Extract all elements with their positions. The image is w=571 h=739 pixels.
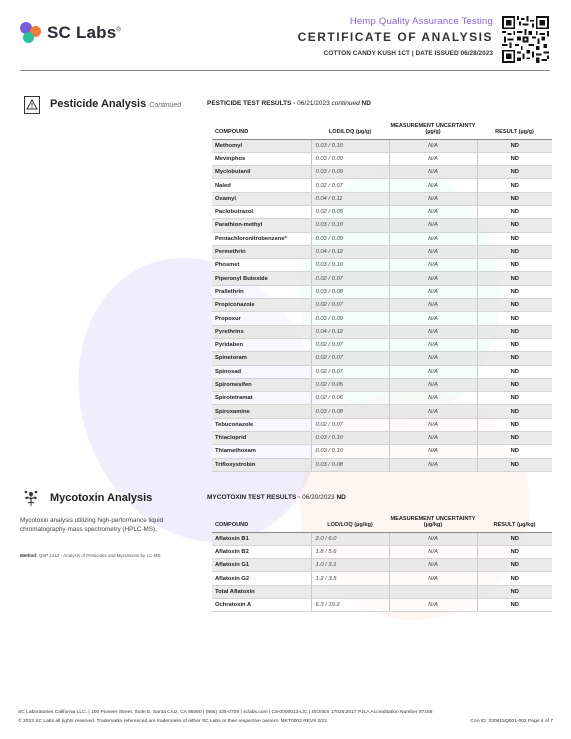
lod-loq-cell: 0.02 / 0.07 — [311, 299, 389, 312]
mycotoxin-results-heading — [207, 494, 346, 501]
compound-cell: Pyrethrins — [212, 325, 311, 338]
table-row — [212, 585, 552, 598]
table-row — [212, 272, 552, 285]
compound-cell: Paclobutrazol — [212, 205, 311, 218]
uncertainty-cell: N/A — [389, 532, 477, 545]
document-header — [298, 16, 493, 57]
uncertainty-cell: N/A — [389, 259, 477, 272]
result-cell: ND — [477, 559, 552, 572]
result-cell: ND — [477, 532, 552, 545]
pesticide-results-status: ND — [359, 100, 371, 107]
result-cell: ND — [477, 166, 552, 179]
uncertainty-cell: N/A — [389, 405, 477, 418]
lod-loq-cell: 0.02 / 0.06 — [311, 392, 389, 405]
footer-company-info: SC Laboratories California LLC. | 100 Pioneer Street, Suite E, Santa Cruz, CA 95060 | (866) 435-0709 | sclabs.com | C8-0000013-LIC | ISO/IES 17025:2017 PJLA Accreditation Number 87168 — [18, 710, 433, 715]
result-cell: ND — [477, 312, 552, 325]
lod-loq-cell: 0.02 / 0.05 — [311, 205, 389, 218]
compound-cell: Spinetoram — [212, 352, 311, 365]
uncertainty-cell: N/A — [389, 219, 477, 232]
table-row — [212, 352, 552, 365]
lod-loq-cell: 0.03 / 0.10 — [311, 139, 389, 152]
lod-loq-cell — [311, 585, 389, 598]
pesticide-section-continued: Continued — [149, 102, 182, 109]
table-row — [212, 166, 552, 179]
compound-cell: Aflatoxin G1 — [212, 559, 311, 572]
table-row — [212, 205, 552, 218]
lod-loq-cell: 0.03 / 0.08 — [311, 285, 389, 298]
lod-loq-cell: 0.03 / 0.09 — [311, 312, 389, 325]
result-cell: ND — [477, 338, 552, 351]
table-row — [212, 245, 552, 258]
compound-cell: Aflatoxin G2 — [212, 572, 311, 585]
lod-loq-cell: 0.02 / 0.07 — [311, 352, 389, 365]
logo-trademark: ® — [116, 27, 122, 34]
lod-loq-cell: 0.02 / 0.05 — [311, 378, 389, 391]
uncertainty-cell: N/A — [389, 232, 477, 245]
compound-cell: Spirotetramat — [212, 392, 311, 405]
logo-text: SC Labs — [47, 23, 117, 42]
uncertainty-cell: N/A — [389, 572, 477, 585]
result-cell: ND — [477, 365, 552, 378]
table-row — [212, 445, 552, 458]
uncertainty-cell: N/A — [389, 299, 477, 312]
footer-copyright: © 2023 SC Labs all rights reserved. Trademarks referenced are trademarks of either SC Labs or their respective owners. MKT0002 REV9 2/22 — [18, 719, 327, 724]
document-title: CERTIFICATE OF ANALYSIS — [297, 30, 493, 44]
pesticide-results-continued: continued — [329, 100, 360, 107]
lod-loq-cell: 0.03 / 0.10 — [311, 432, 389, 445]
result-cell: ND — [477, 232, 552, 245]
table-row — [212, 325, 552, 338]
compound-cell: Spiromesifen — [212, 378, 311, 391]
table-row — [212, 572, 552, 585]
table-row — [212, 259, 552, 272]
table-row — [212, 152, 552, 165]
table-row — [212, 338, 552, 351]
table-row — [212, 378, 552, 391]
result-cell: ND — [477, 352, 552, 365]
lod-loq-cell: 0.03 / 0.08 — [311, 458, 389, 471]
pesticide-results-date: 06/21/2023 — [297, 100, 330, 107]
compound-cell: Aflatoxin B1 — [212, 532, 311, 545]
compound-cell: Myclobutanil — [212, 166, 311, 179]
compound-cell: Tebuconazole — [212, 418, 311, 431]
result-cell: ND — [477, 458, 552, 471]
lod-loq-cell: 1.8 / 5.6 — [311, 545, 389, 558]
uncertainty-cell: N/A — [389, 325, 477, 338]
method-label: Method: — [20, 553, 38, 558]
column-header-measurement-uncertainty: MEASUREMENT UNCERTAINTY (µg/g) — [389, 118, 477, 139]
compound-cell: Oxamyl — [212, 192, 311, 205]
table-row — [212, 139, 552, 152]
compound-cell: Parathion-methyl — [212, 219, 311, 232]
sc-labs-logo-mark-icon — [20, 22, 42, 44]
mycotoxin-results-status: ND — [334, 494, 346, 501]
table-row — [212, 405, 552, 418]
lod-loq-cell: 0.03 / 0.09 — [311, 166, 389, 179]
compound-cell: Pyridaben — [212, 338, 311, 351]
uncertainty-cell: N/A — [389, 272, 477, 285]
uncertainty-cell: N/A — [389, 352, 477, 365]
footer-copyright-line — [18, 719, 553, 724]
lod-loq-cell: 1.0 / 3.1 — [311, 559, 389, 572]
lod-loq-cell: 0.04 / 0.12 — [311, 245, 389, 258]
compound-cell: Ochratoxin A — [212, 598, 311, 611]
document-subtitle: Hemp Quality Assurance Testing — [349, 16, 493, 27]
lod-loq-cell: 0.03 / 0.10 — [311, 219, 389, 232]
result-cell: ND — [477, 545, 552, 558]
lod-loq-cell: 0.02 / 0.07 — [311, 272, 389, 285]
result-cell: ND — [477, 259, 552, 272]
uncertainty-cell — [389, 585, 477, 598]
uncertainty-cell: N/A — [389, 445, 477, 458]
uncertainty-cell: N/A — [389, 418, 477, 431]
lod-loq-cell: 0.03 / 0.10 — [311, 445, 389, 458]
result-cell: ND — [477, 245, 552, 258]
table-row — [212, 532, 552, 545]
uncertainty-cell: N/A — [389, 378, 477, 391]
compound-cell: Methomyl — [212, 139, 311, 152]
uncertainty-cell: N/A — [389, 205, 477, 218]
lod-loq-cell: 0.03 / 0.08 — [311, 405, 389, 418]
uncertainty-cell: N/A — [389, 139, 477, 152]
uncertainty-cell: N/A — [389, 285, 477, 298]
uncertainty-cell: N/A — [389, 192, 477, 205]
mycotoxin-section-title: Mycotoxin Analysis — [50, 492, 153, 504]
compound-cell: Prallethrin — [212, 285, 311, 298]
result-cell: ND — [477, 585, 552, 598]
result-cell: ND — [477, 139, 552, 152]
table-row — [212, 418, 552, 431]
uncertainty-cell: N/A — [389, 166, 477, 179]
uncertainty-cell: N/A — [389, 365, 477, 378]
uncertainty-cell: N/A — [389, 179, 477, 192]
table-row — [212, 219, 552, 232]
lod-loq-cell: 6.3 / 19.2 — [311, 598, 389, 611]
column-header-compound: COMPOUND — [212, 511, 311, 532]
result-cell: ND — [477, 325, 552, 338]
lod-loq-cell: 0.03 / 0.10 — [311, 259, 389, 272]
compound-cell: Propiconazole — [212, 299, 311, 312]
lod-loq-cell: 2.0 / 6.0 — [311, 532, 389, 545]
result-cell: ND — [477, 285, 552, 298]
mycotoxin-results-table — [212, 511, 552, 612]
result-cell: ND — [477, 405, 552, 418]
uncertainty-cell: N/A — [389, 312, 477, 325]
uncertainty-cell: N/A — [389, 559, 477, 572]
table-row — [212, 285, 552, 298]
uncertainty-cell: N/A — [389, 432, 477, 445]
uncertainty-cell: N/A — [389, 392, 477, 405]
compound-cell: Mevinphos — [212, 152, 311, 165]
lod-loq-cell: 1.2 / 3.5 — [311, 572, 389, 585]
compound-cell: Total Aflatoxin — [212, 585, 311, 598]
result-cell: ND — [477, 418, 552, 431]
compound-cell: Thiacloprid — [212, 432, 311, 445]
column-header-lod-loq: LOD/LOQ (µg/kg) — [311, 511, 389, 532]
lod-loq-cell: 0.03 / 0.09 — [311, 232, 389, 245]
result-cell: ND — [477, 445, 552, 458]
mycotoxin-description: Mycotoxin analysis utilizing high-performance liquid chromatography-mass spectrometry (HPLC-MS). — [20, 517, 164, 533]
uncertainty-cell: N/A — [389, 338, 477, 351]
pesticide-section-title: Pesticide Analysis — [50, 98, 147, 110]
uncertainty-cell: N/A — [389, 245, 477, 258]
pesticide-spray-icon — [24, 96, 40, 114]
footer-company-line — [18, 710, 553, 715]
uncertainty-cell: N/A — [389, 152, 477, 165]
result-cell: ND — [477, 192, 552, 205]
mycotoxin-results-date: 06/20/2023 — [302, 494, 335, 501]
compound-cell: Naled — [212, 179, 311, 192]
compound-cell: Trifloxystrobin — [212, 458, 311, 471]
uncertainty-cell: N/A — [389, 598, 477, 611]
table-row — [212, 232, 552, 245]
compound-cell: Phosmet — [212, 259, 311, 272]
lod-loq-cell: 0.02 / 0.07 — [311, 179, 389, 192]
table-row — [212, 392, 552, 405]
table-row — [212, 365, 552, 378]
uncertainty-cell: N/A — [389, 545, 477, 558]
pesticide-results-label: PESTICIDE TEST RESULTS - — [207, 100, 298, 107]
header-divider — [20, 70, 550, 71]
mycotoxin-mold-icon — [23, 489, 39, 507]
method-text: QSP 1212 - Analysis of Pesticides and Mycotoxins by LC-MS — [37, 553, 161, 558]
result-cell: ND — [477, 179, 552, 192]
result-cell: ND — [477, 378, 552, 391]
table-row — [212, 432, 552, 445]
result-cell: ND — [477, 219, 552, 232]
table-row — [212, 458, 552, 471]
mycotoxin-method — [20, 553, 170, 560]
table-row — [212, 312, 552, 325]
table-row — [212, 299, 552, 312]
compound-cell: Spiroxamine — [212, 405, 311, 418]
pesticide-results-heading — [207, 100, 371, 107]
column-header-result: RESULT (µg/kg) — [477, 511, 552, 532]
sc-labs-logo — [20, 22, 121, 44]
result-cell: ND — [477, 299, 552, 312]
table-row — [212, 559, 552, 572]
lod-loq-cell: 0.03 / 0.09 — [311, 152, 389, 165]
column-header-result: RESULT (µg/g) — [477, 118, 552, 139]
lod-loq-cell: 0.02 / 0.07 — [311, 418, 389, 431]
result-cell: ND — [477, 432, 552, 445]
result-cell: ND — [477, 205, 552, 218]
pesticide-results-table — [212, 118, 552, 472]
compound-cell: Pentachloronitrobenzene* — [212, 232, 311, 245]
compound-cell: Spinosad — [212, 365, 311, 378]
table-row — [212, 545, 552, 558]
table-row — [212, 192, 552, 205]
result-cell: ND — [477, 572, 552, 585]
compound-cell: Propoxur — [212, 312, 311, 325]
result-cell: ND — [477, 272, 552, 285]
lod-loq-cell: 0.02 / 0.07 — [311, 365, 389, 378]
table-row — [212, 598, 552, 611]
lod-loq-cell: 0.04 / 0.12 — [311, 325, 389, 338]
result-cell: ND — [477, 152, 552, 165]
compound-cell: Aflatoxin B2 — [212, 545, 311, 558]
compound-cell: Permethrin — [212, 245, 311, 258]
lod-loq-cell: 0.02 / 0.07 — [311, 338, 389, 351]
column-header-measurement-uncertainty: MEASUREMENT UNCERTAINTY (µg/kg) — [389, 511, 477, 532]
qr-code-icon[interactable] — [502, 16, 549, 63]
column-header-lod-loq: LOD/LOQ (µg/g) — [311, 118, 389, 139]
column-header-compound: COMPOUND — [212, 118, 311, 139]
result-cell: ND — [477, 392, 552, 405]
footer-coa-id-page: CoA ID: 230615Q001-002 Page 4 of 7 — [470, 719, 553, 724]
mycotoxin-results-label: MYCOTOXIN TEST RESULTS - — [207, 494, 303, 501]
compound-cell: Thiamethoxam — [212, 445, 311, 458]
sample-meta: COTTON CANDY KUSH 1CT | DATE ISSUED 06/28/2023 — [323, 50, 493, 57]
uncertainty-cell: N/A — [389, 458, 477, 471]
result-cell: ND — [477, 598, 552, 611]
compound-cell: Piperonyl Butoxide — [212, 272, 311, 285]
table-row — [212, 179, 552, 192]
lod-loq-cell: 0.04 / 0.11 — [311, 192, 389, 205]
